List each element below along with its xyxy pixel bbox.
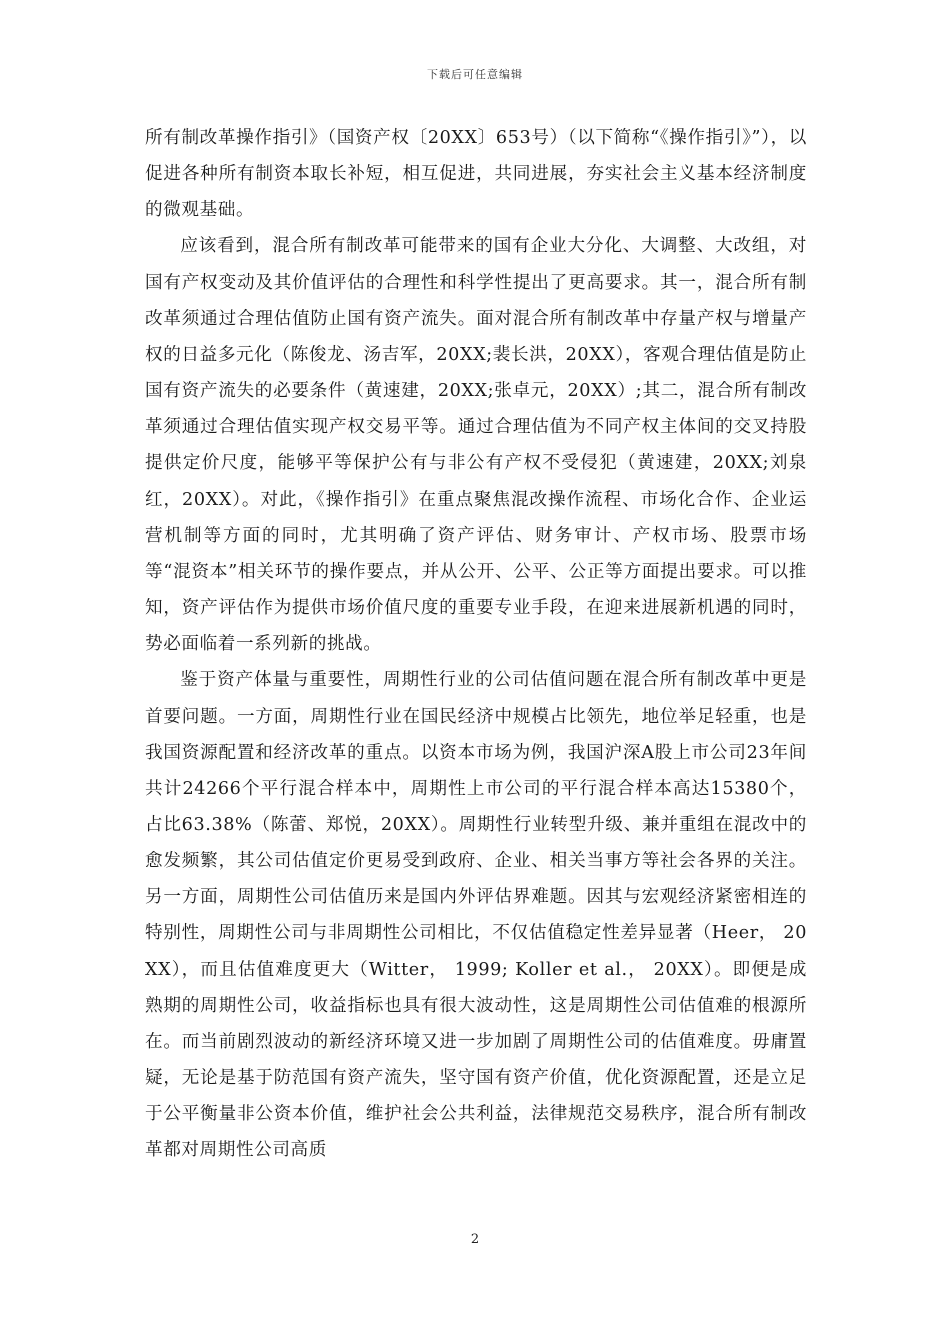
paragraph-1: 所有制改革操作指引》（国资产权〔20XX〕653号）（以下简称“《操作指引》”），以促进各种所有制资本取长补短，相互促进，共同进展，夯实社会主义基本经济制度的微观基础。	[145, 128, 807, 221]
paragraph-2: 应该看到，混合所有制改革可能带来的国有企业大分化、大调整、大改组，对国有产权变动及其价值评估的合理性和科学性提出了更高要求。其一，混合所有制改革须通过合理估值防止国有资产流失。面对混合所有制改革中存量产权与增量产权的日益多元化（陈俊龙、汤吉军，20XX;裴长洪，20XX），客观合理估值是防止国有资产流失的必要条件（黄速建，20XX;张卓元，20XX）;其二，混合所有制改革须通过合理估值实现产权交易平等。通过合理估值为不同产权主体间的交叉持股提供定价尺度，能够平等保护公有与非公有产权不受侵犯（黄速建，20XX;刘泉红，20XX）。对此，《操作指引》在重点聚焦混改操作流程、市场化合作、企业运营机制等方面的同时，尤其明确了资产评估、财务审计、产权市场、股票市场等“混资本”相关环节的操作要点，并从公开、公平、公正等方面提出要求。可以推知，资产评估作为提供市场价值尺度的重要专业手段，在迎来进展新机遇的同时，势必面临着一系列新的挑战。	[145, 236, 807, 655]
paragraph-3: 鉴于资产体量与重要性，周期性行业的公司估值问题在混合所有制改革中更是首要问题。一方面，周期性行业在国民经济中规模占比领先，地位举足轻重，也是我国资源配置和经济改革的重点。以资本市场为例，我国沪深A股上市公司23年间共计24266个平行混合样本中，周期性上市公司的平行混合样本高达15380个，占比63.38%（陈蕾、郑悦，20XX）。周期性行业转型升级、兼并重组在混改中的愈发频繁，其公司估值定价更易受到政府、企业、相关当事方等社会各界的关注。另一方面，周期性公司估值历来是国内外评估界难题。因其与宏观经济紧密相连的特别性，周期性公司与非周期性公司相比，不仅估值稳定性差异显著（Heer， 20XX），而且估值难度更大（Witter， 1999; Koller et al.， 20XX）。即便是成熟期的周期性公司，收益指标也具有很大波动性，这是周期性公司估值难的根源所在。而当前剧烈波动的新经济环境又进一步加剧了周期性公司的估值难度。毋庸置疑，无论是基于防范国有资产流失，坚守国有资产价值，优化资源配置，还是立足于公平衡量非公资本价值，维护社会公共利益，法律规范交易秩序，混合所有制改革都对周期性公司高质	[145, 670, 807, 1161]
page-header: 下载后可任意编辑	[427, 68, 523, 81]
page-number: 2	[470, 1232, 480, 1247]
body-text	[145, 120, 807, 1169]
